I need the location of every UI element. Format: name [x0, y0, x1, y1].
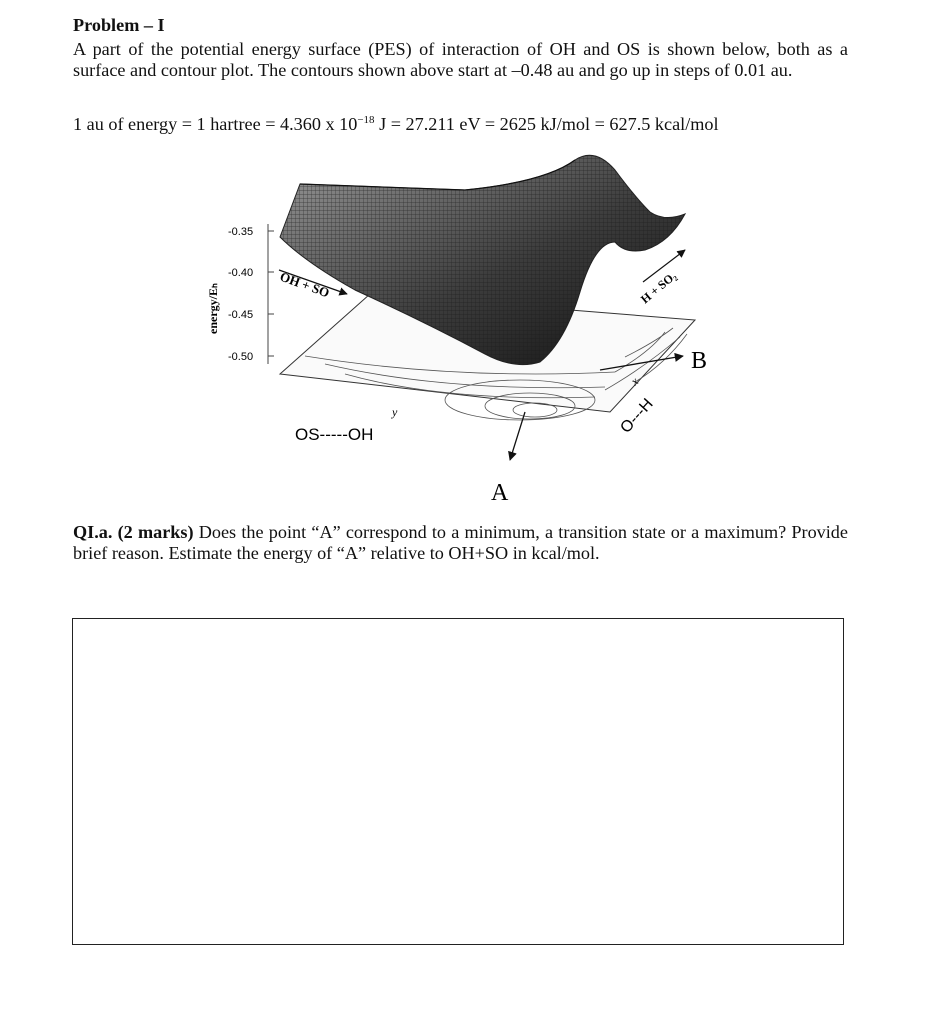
label-b: B — [691, 348, 708, 374]
tick-label: -0.40 — [228, 267, 254, 279]
intro-paragraph: A part of the potential energy surface (PES) of interaction of OH and OS is shown below, both as a surface and contour plot. The contours shown above start at –0.48 au and go up in steps of 0.01 au. — [73, 39, 848, 80]
energy-axis-label: energy/Eₕ — [206, 283, 220, 334]
question-text: Does the point “A” correspond to a minimum, a transition state or a maximum? Provide brief reason. Estimate the energy of “A” relative to OH+SO in kcal/mol. — [73, 522, 848, 563]
unit-conversion-line — [73, 114, 719, 135]
pes-figure — [195, 142, 735, 507]
energy-axis — [206, 224, 274, 364]
label-y: y — [392, 405, 398, 419]
units-suffix: J = 27.211 eV = 2625 kJ/mol = 627.5 kcal/mol — [374, 114, 719, 134]
arrow-a — [510, 412, 525, 460]
label-h-so2: H + SO₂ — [637, 268, 679, 307]
label-a: A — [491, 480, 509, 506]
tick-label: -0.45 — [228, 309, 254, 321]
problem-title: Problem – I — [73, 15, 165, 35]
label-x: x — [627, 374, 642, 389]
label-oh-so: OH + SO — [277, 268, 332, 301]
tick-label: -0.50 — [228, 351, 254, 363]
units-exponent: −18 — [357, 113, 375, 126]
answer-box[interactable] — [72, 618, 844, 945]
tick-label: -0.35 — [228, 226, 254, 238]
label-os-oh: OS-----OH — [295, 425, 374, 444]
question-qla — [73, 522, 848, 564]
units-prefix: 1 au of energy = 1 hartree = 4.360 x 10 — [73, 114, 358, 134]
question-label: QI.a. (2 marks) — [73, 522, 194, 542]
label-o-h: O---H — [617, 395, 657, 437]
